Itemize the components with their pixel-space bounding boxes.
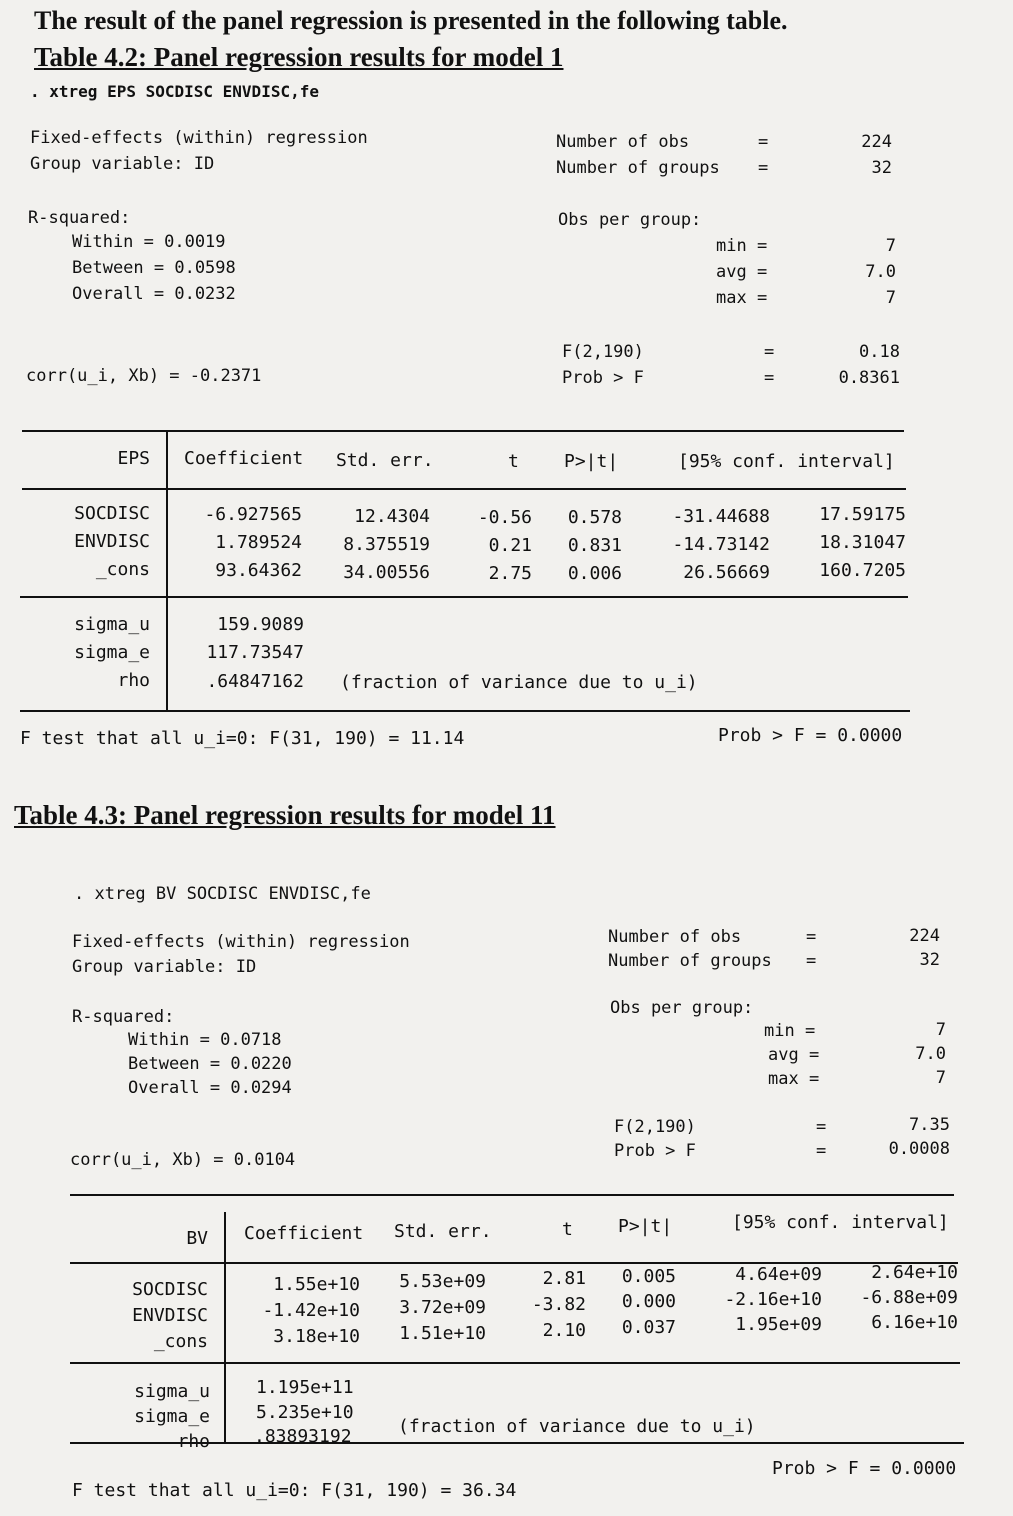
table1-nobs: 224 — [861, 132, 892, 152]
table2-body-rule — [70, 1362, 960, 1364]
table2-ngroups: 32 — [919, 950, 940, 970]
table1-caption: Table 4.2: Panel regression results for model 1 — [34, 42, 564, 72]
table2-probf-eq: = — [816, 1141, 827, 1161]
table1-ftest-prob: Prob > F = 0.0000 — [718, 725, 903, 746]
table2-ngroups-label: Number of groups — [608, 951, 772, 971]
table2-rho-label: rho — [177, 1431, 210, 1452]
table2-nobs-label: Number of obs — [608, 927, 742, 947]
table1-group-line: Group variable: ID — [30, 154, 215, 174]
table2-coef: 1.55e+10 — [273, 1274, 360, 1295]
table1-f-eq: = — [764, 342, 775, 362]
table2-se: 5.53e+09 — [399, 1271, 486, 1292]
table2-rho-note: (fraction of variance due to u_i) — [398, 1416, 756, 1437]
table2-within: Within = 0.0718 — [128, 1030, 282, 1050]
table1-ci-lo: -31.44688 — [672, 506, 770, 527]
table1-bottom-rule — [20, 710, 910, 712]
table2-corr: corr(u_i, Xb) = 0.0104 — [70, 1150, 296, 1170]
table1-header-se: Std. err. — [336, 450, 434, 471]
table2-probf-value: 0.0008 — [888, 1139, 950, 1159]
table1-rho: .64847162 — [206, 671, 304, 692]
table2-var: ENVDISC — [132, 1305, 208, 1326]
table1-var: SOCDISC — [74, 503, 150, 524]
table2-header-rule — [70, 1262, 958, 1264]
table2-var: SOCDISC — [132, 1279, 208, 1300]
table1-ci-hi: 18.31047 — [819, 532, 906, 553]
table1-nobs-eq: = — [758, 132, 769, 152]
table2-probf-label: Prob > F — [614, 1141, 696, 1161]
table1-t: 0.21 — [488, 535, 532, 556]
table1-header-p: P>|t| — [564, 451, 619, 472]
table2-ngroups-eq: = — [806, 951, 817, 971]
table1-p: 0.831 — [567, 535, 622, 556]
intro-text: The result of the panel regression is presented in the following table. — [34, 6, 788, 35]
table1-top-rule — [22, 430, 904, 432]
table1-probf-value: 0.8361 — [838, 368, 900, 388]
table2-stub-divider — [224, 1212, 226, 1444]
table2-avg-label: avg = — [768, 1045, 820, 1065]
table1-probf-eq: = — [764, 368, 775, 388]
table2-ci-hi: 2.64e+10 — [871, 1262, 958, 1283]
table2-se: 1.51e+10 — [399, 1323, 486, 1344]
table2-f-eq: = — [816, 1117, 827, 1137]
table1-header-rule — [22, 488, 906, 490]
table1-ci-lo: 26.56669 — [683, 562, 770, 583]
table1-se: 12.4304 — [354, 506, 430, 527]
table1-rsq-label: R-squared: — [28, 208, 131, 228]
table2-p: 0.037 — [621, 1317, 676, 1338]
table2-ftest: F test that all u_i=0: F(31, 190) = 36.34 — [72, 1480, 517, 1501]
table2-coef: -1.42e+10 — [262, 1300, 360, 1321]
table1-header-t: t — [508, 451, 519, 472]
table1-rho-note: (fraction of variance due to u_i) — [340, 672, 698, 693]
table1-f-value: 0.18 — [859, 342, 900, 362]
table1-t: 2.75 — [488, 563, 532, 584]
table2-nobs-eq: = — [806, 927, 817, 947]
table1-min: 7 — [885, 236, 896, 256]
table2-ci-hi: -6.88e+09 — [860, 1287, 958, 1308]
table1-sigma-e-label: sigma_e — [74, 642, 150, 663]
table1-se: 34.00556 — [343, 562, 430, 583]
table1-nobs-label: Number of obs — [556, 132, 690, 152]
table1-ftest: F test that all u_i=0: F(31, 190) = 11.14 — [20, 728, 465, 749]
table2-se: 3.72e+09 — [399, 1297, 486, 1318]
table1-body-rule — [20, 596, 908, 598]
table1-corr: corr(u_i, Xb) = -0.2371 — [26, 366, 262, 386]
table2-sigma-e-label: sigma_e — [134, 1406, 210, 1427]
table2-sigma-u: 1.195e+11 — [256, 1377, 354, 1398]
table2-f-label: F(2,190) — [614, 1117, 696, 1137]
table2-model-line: Fixed-effects (within) regression — [72, 932, 410, 952]
table2-t: 2.10 — [542, 1320, 586, 1341]
table1-header-dep: EPS — [117, 448, 150, 469]
table1-min-label: min = — [716, 236, 768, 256]
table2-t: 2.81 — [542, 1268, 586, 1289]
table2-avg: 7.0 — [915, 1044, 946, 1064]
table2-t: -3.82 — [531, 1294, 586, 1315]
table2-coef: 3.18e+10 — [273, 1326, 360, 1347]
table1-overall: Overall = 0.0232 — [72, 284, 236, 304]
table1-var: _cons — [95, 559, 150, 580]
table2-p: 0.005 — [621, 1266, 676, 1287]
table1-probf-label: Prob > F — [562, 368, 644, 388]
table1-sigma-u-label: sigma_u — [74, 614, 150, 635]
table2-ci-lo: 4.64e+09 — [735, 1264, 822, 1285]
table2-max: 7 — [935, 1068, 946, 1088]
table1-ci-lo: -14.73142 — [672, 534, 770, 555]
table1-p: 0.006 — [567, 563, 622, 584]
table2-group-line: Group variable: ID — [72, 957, 257, 977]
table2-header-coef: Coefficient — [244, 1223, 364, 1244]
table2-header-se: Std. err. — [394, 1221, 492, 1242]
table2-max-label: max = — [768, 1069, 820, 1089]
table1-ci-hi: 160.7205 — [819, 560, 906, 581]
table2-sigma-e: 5.235e+10 — [256, 1402, 354, 1423]
table1-within: Within = 0.0019 — [72, 232, 226, 252]
table2-nobs: 224 — [909, 926, 940, 946]
table1-stub-divider — [166, 432, 168, 710]
table1-avg: 7.0 — [865, 262, 896, 282]
table1-sigma-u: 159.9089 — [217, 614, 304, 635]
table2-rsq-label: R-squared: — [72, 1007, 175, 1027]
table2-p: 0.000 — [621, 1291, 676, 1312]
table2-rho: .83893192 — [254, 1426, 352, 1447]
table1-rho-label: rho — [117, 670, 150, 691]
table2-ci-hi: 6.16e+10 — [871, 1312, 958, 1333]
table2-ci-lo: -2.16e+10 — [724, 1289, 822, 1310]
table1-ngroups: 32 — [871, 158, 892, 178]
table1-command: . xtreg EPS SOCDISC ENVDISC,fe — [30, 82, 319, 101]
table2-f-value: 7.35 — [909, 1115, 950, 1135]
table2-header-t: t — [562, 1219, 573, 1240]
table1-ngroups-label: Number of groups — [556, 158, 720, 178]
table1-ci-hi: 17.59175 — [819, 504, 906, 525]
table2-caption: Table 4.3: Panel regression results for model 11 — [14, 800, 556, 830]
table1-coef: 1.789524 — [215, 532, 302, 553]
table1-coef: -6.927565 — [204, 504, 302, 525]
table1-se: 8.375519 — [343, 534, 430, 555]
table1-header-coef: Coefficient — [184, 448, 304, 469]
table2-ci-lo: 1.95e+09 — [735, 1314, 822, 1335]
table2-sigma-u-label: sigma_u — [134, 1381, 210, 1402]
table1-var: ENVDISC — [74, 531, 150, 552]
table1-between: Between = 0.0598 — [72, 258, 236, 278]
table1-ngroups-eq: = — [758, 158, 769, 178]
table1-obs-per-group: Obs per group: — [558, 210, 702, 230]
table2-obs-per-group: Obs per group: — [610, 998, 754, 1018]
table2-header-dep: BV — [186, 1228, 208, 1249]
table2-top-rule — [70, 1194, 954, 1196]
table1-avg-label: avg = — [716, 262, 768, 282]
table2-overall: Overall = 0.0294 — [128, 1078, 292, 1098]
table2-header-p: P>|t| — [618, 1216, 673, 1237]
table2-var: _cons — [153, 1331, 208, 1352]
table2-header-ci: [95% conf. interval] — [732, 1212, 949, 1233]
table1-header-ci: [95% conf. interval] — [678, 451, 895, 472]
table1-max-label: max = — [716, 288, 768, 308]
table1-t: -0.56 — [477, 507, 532, 528]
table1-f-label: F(2,190) — [562, 342, 644, 362]
table2-min: 7 — [935, 1020, 946, 1040]
table2-ftest-prob: Prob > F = 0.0000 — [772, 1458, 957, 1479]
table1-model-line: Fixed-effects (within) regression — [30, 128, 368, 148]
table1-max: 7 — [885, 288, 896, 308]
table1-coef: 93.64362 — [215, 560, 302, 581]
table2-command: . xtreg BV SOCDISC ENVDISC,fe — [74, 884, 371, 904]
table1-sigma-e: 117.73547 — [206, 642, 304, 663]
table2-between: Between = 0.0220 — [128, 1054, 292, 1074]
table2-min-label: min = — [764, 1021, 816, 1041]
table1-p: 0.578 — [567, 507, 622, 528]
